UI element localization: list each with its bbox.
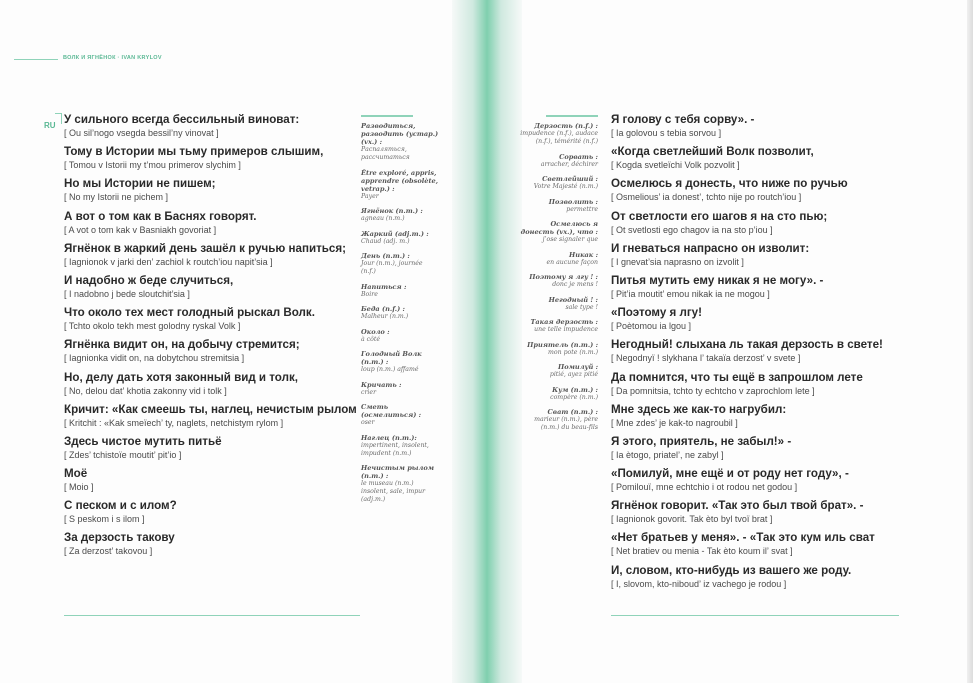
glossary-term: Светлейший :	[542, 175, 598, 183]
glossary-entry	[520, 408, 598, 432]
verse-russian: Я этого, приятель, не забыл!» -	[611, 434, 792, 448]
verse-line	[64, 305, 359, 333]
glossary-definition: Jour (n.m.), journée (n.f.)	[361, 260, 423, 275]
glossary-entry	[520, 153, 598, 169]
glossary-term: Дерзость (n.f.) :	[534, 122, 598, 130]
glossary-entry	[361, 207, 439, 223]
glossary-definition: marieur (n.m.), père (n.m.) du beau-fils	[534, 416, 598, 431]
verse-transliteration: [ A vot o tom kak v Basniakh govoriat ]	[64, 224, 217, 235]
verse-line	[611, 112, 911, 140]
glossary-term: Поэтому я лгу ! :	[529, 273, 598, 281]
verse-line	[611, 434, 911, 462]
verse-transliteration: [ Net bratiev ou menia - Tak èto koum il’ svat ]	[611, 546, 793, 557]
glossary-term: Нечистым рылом (n.m.) :	[361, 464, 435, 480]
glossary-term: Наглец (n.m.):	[361, 433, 417, 442]
verse-line	[611, 530, 911, 558]
verse-line	[611, 563, 911, 591]
verse-transliteration: [ Ou sil’nogo vsegda bessil’ny vinovat ]	[64, 128, 219, 138]
verse-transliteration: [ No, delou dat’ khotia zakonny vid i tolk ]	[64, 385, 227, 396]
glossary-definition: Распаляться, рассчитаться	[361, 146, 410, 161]
glossary-rule	[546, 115, 598, 117]
verse-line	[64, 112, 359, 140]
verse-russian: «Помилуй, мне ещё и от роду нет году», -	[611, 467, 849, 481]
verse-transliteration: [ Osmelious’ ia donest’, tchto nije po routch’iou ]	[611, 192, 802, 203]
glossary-definition: arracher, déchirer	[540, 160, 598, 168]
glossary-term: Сметь (осмелиться) :	[361, 403, 422, 419]
verse-russian: От светлости его шагов я на сто пью;	[611, 209, 828, 223]
glossary-entry	[520, 122, 598, 146]
page-edge	[967, 0, 973, 683]
verse-russian: Ягнёнок говорит. «Так это был твой брат». -	[611, 499, 864, 513]
verse-russian: «Поэтому я лгу!	[611, 306, 702, 320]
glossary-term: Осмелюсь я донесть (vx.), что :	[520, 220, 598, 236]
verse-russian: Осмелюсь я донесть, что ниже по ручью	[611, 177, 848, 191]
verse-line	[611, 176, 911, 204]
verse-russian: Мне здесь же как-то нагрубил:	[611, 402, 787, 416]
verse-line	[611, 370, 911, 398]
verse-russian: Да помнится, что ты ещё в запрошлом лете	[611, 370, 863, 384]
glossary-entry	[520, 251, 598, 267]
glossary-entry	[361, 283, 439, 299]
glossary-term: Такая дерзость :	[530, 318, 598, 326]
glossary-entry	[520, 220, 598, 244]
glossary-term: Жаркий (adj.m.) :	[361, 229, 429, 238]
verse-russian: Что около тех мест голодный рыскал Волк.	[64, 306, 315, 320]
glossary-definition: oser	[361, 419, 375, 426]
verse-line	[64, 402, 359, 430]
glossary-definition: à côté	[361, 335, 380, 343]
glossary-definition: Boire	[361, 290, 378, 298]
glossary-entry	[361, 328, 439, 344]
glossary-rule	[361, 115, 413, 117]
verse-transliteration: [ Pit’ia moutit’ emou nikak ia ne mogou ]	[611, 288, 770, 299]
glossary-term: Ягнёнок (n.m.) :	[361, 207, 423, 215]
glossary-entry	[361, 169, 439, 201]
glossary-term: Позволить :	[548, 197, 598, 206]
glossary-definition: agneau (n.m.)	[361, 215, 405, 222]
verse-line	[611, 498, 911, 526]
verse-russian: И, словом, кто-нибудь из вашего же роду.	[611, 563, 852, 577]
glossary-entry	[361, 381, 439, 397]
glossary-definition: impertinent, insolent, impudent (n.m.)	[361, 441, 429, 457]
verse-line	[611, 337, 911, 365]
verse-line	[64, 144, 359, 172]
verse-transliteration: [ Iagnionok v jarki den’ zachiol k routch’iou napit’sia ]	[64, 256, 273, 267]
glossary-term: Сорвать :	[559, 152, 598, 161]
verse-transliteration: [ Ot svetlosti ego chagov ia na sto p’iou ]	[611, 224, 773, 235]
glossary-term: Разводиться, разводить (устар.) (vx.) :	[361, 122, 439, 146]
verse-transliteration: [ S peskom i s ilom ]	[64, 514, 145, 525]
glossary-term: Около :	[361, 327, 390, 336]
verse-russian: Но, делу дать хотя законный вид и толк,	[64, 370, 298, 384]
verse-transliteration: [ Kogda svetleïchi Volk pozvolit ]	[611, 160, 740, 171]
verse-russian: За дерзость такову	[64, 531, 175, 545]
verse-transliteration: [ I, slovom, kto-niboud’ iz vachego je rodou ]	[611, 578, 787, 589]
verse-line	[611, 241, 911, 269]
glossary-entry	[520, 175, 598, 191]
verse-russian: Я голову с тебя сорву». -	[611, 113, 755, 126]
verse-russian: С песком и с илом?	[64, 499, 177, 513]
verse-russian: Кричит: «Как смеешь ты, наглец, нечистым рылом	[64, 402, 357, 416]
verse-line	[64, 337, 359, 365]
verse-transliteration: [ Za derzost’ takovou ]	[64, 546, 153, 557]
poem-column-right	[611, 112, 911, 595]
glossary-term: Кум (n.m.) :	[552, 385, 598, 394]
language-tag: RU	[44, 121, 56, 130]
glossary-term: Беда (n.f.) :	[361, 305, 405, 313]
glossary-definition: sale type !	[565, 303, 598, 311]
glossary-definition: Chaud (adj. m.)	[361, 237, 410, 245]
verse-russian: Негодный! слыхана ль такая дерзость в свете!	[611, 338, 883, 352]
glossary-entry	[520, 363, 598, 379]
glossary-entry	[520, 341, 598, 357]
glossary-definition: en aucune façon	[546, 258, 598, 266]
glossary-entry	[520, 296, 598, 312]
glossary-entry	[361, 350, 439, 374]
verse-transliteration: [ Zdes’ tchistoïe moutit’ pit’io ]	[64, 449, 182, 460]
glossary-entry	[361, 230, 439, 246]
verse-transliteration: [ Pomilouï, mne echtchio i ot rodou net godou ]	[611, 482, 798, 493]
verse-transliteration: [ Mne zdes’ je kak-to nagroubil ]	[611, 417, 738, 428]
verse-russian: Здесь чистое мутить питьё	[64, 434, 222, 448]
glossary-entry	[361, 403, 439, 427]
verse-transliteration: [ Iagnionok govorit. Tak èto byl tvoï brat ]	[611, 514, 773, 525]
verse-transliteration: [ Kritchit : «Kak smeïech’ ty, naglets, netchistym rylom ]	[64, 417, 284, 428]
verse-transliteration: [ I nadobno j bede sloutchit’sia ]	[64, 288, 190, 299]
glossary-entry	[361, 252, 439, 276]
glossary-definition: permettre	[566, 205, 598, 213]
glossary-term: Голодный Волк (n.m.) :	[361, 350, 422, 366]
verse-russian: Ягнёнок в жаркий день зашёл к ручью напиться;	[64, 241, 346, 255]
glossary-definition: donc je mens !	[552, 281, 598, 288]
glossary-definition: une telle impudence	[534, 326, 598, 333]
glossary-entry	[520, 273, 598, 289]
language-marker	[55, 113, 62, 124]
verse-russian: Тому в Истории мы тьму примеров слышим,	[64, 145, 324, 159]
verse-transliteration: [ No my Istorii ne pichem ]	[64, 192, 169, 203]
verse-line	[64, 176, 359, 204]
glossary-term: Напиться :	[361, 282, 407, 291]
verse-line	[64, 498, 359, 526]
verse-line	[64, 273, 359, 301]
glossary-term: Никак :	[569, 250, 598, 259]
verse-transliteration: [ Iagnionka vidit on, na dobytchou stremitsia ]	[64, 353, 245, 364]
glossary-entry	[361, 305, 439, 321]
bottom-rule-left	[64, 615, 360, 616]
poem-column-left	[64, 112, 359, 563]
verse-line	[64, 370, 359, 398]
glossary-term: Помилуй :	[558, 363, 598, 371]
verse-transliteration: [ Da pomnitsia, tchto ty echtcho v zaprochlom lete ]	[611, 385, 815, 396]
verse-line	[64, 530, 359, 558]
glossary-term: Кричать :	[361, 380, 402, 389]
glossary-definition: loup (n.m.) affamé	[361, 366, 419, 373]
glossary-right	[520, 115, 598, 439]
verse-russian: А вот о том как в Баснях говорят.	[64, 209, 257, 223]
glossary-definition: Malheur (n.m.)	[361, 313, 409, 320]
glossary-term: Сват (n.m.) :	[547, 408, 598, 416]
verse-russian: И гневаться напрасно он изволит:	[611, 241, 810, 255]
glossary-definition: le museau (n.m.) insolent, sale, impur (adj.m.)	[361, 480, 426, 503]
verse-line	[611, 273, 911, 301]
verse-transliteration: [ Poètomou ia lgou ]	[611, 321, 692, 332]
glossary-term: День (n.m.) :	[361, 252, 410, 260]
verse-line	[64, 209, 359, 237]
verse-line	[611, 305, 911, 333]
verse-russian: «Когда светлейший Волк позволит,	[611, 145, 814, 159]
glossary-entry	[361, 434, 439, 458]
glossary-term: Негодный ! :	[548, 295, 598, 304]
verse-russian: Моё	[64, 467, 88, 481]
glossary-entry	[520, 386, 598, 402]
verse-line	[64, 241, 359, 269]
verse-line	[64, 434, 359, 462]
glossary-definition: compère (n.m.)	[550, 393, 598, 401]
glossary-definition: Payer	[361, 192, 379, 200]
glossary-term: Être exploré, appris, apprendre (obsolète, vetrap.) :	[361, 168, 439, 193]
glossary-definition: Votre Majesté (n.m.)	[533, 183, 598, 190]
page-gutter	[452, 0, 522, 683]
verse-transliteration: [ Negodnyï ! slykhana l’ takaïa derzost’ v svete ]	[611, 353, 801, 364]
verse-line	[611, 466, 911, 494]
verse-russian: У сильного всегда бессильный виноват:	[64, 113, 300, 126]
glossary-definition: impudence (n.f.), audace (n.f.), témérité (n.f.)	[520, 130, 598, 145]
glossary-definition: crier	[361, 388, 377, 396]
verse-line	[611, 402, 911, 430]
glossary-definition: j’ose signaler que	[542, 236, 598, 243]
verse-transliteration: [ Ia golovou s tebia sorvou ]	[611, 128, 722, 138]
verse-russian: Питья мутить ему никак я не могу». -	[611, 273, 824, 287]
verse-transliteration: [ Moio ]	[64, 482, 94, 493]
glossary-definition: mon pote (n.m.)	[548, 348, 598, 356]
glossary-entry	[520, 318, 598, 334]
verse-transliteration: [ Tomou v Istorii my t’mou primerov slychim ]	[64, 160, 241, 171]
glossary-entry	[520, 198, 598, 214]
verse-russian: «Нет братьев у меня». - «Так это кум иль сват	[611, 531, 875, 545]
glossary-entry	[361, 464, 439, 504]
verse-line	[611, 209, 911, 237]
glossary-term: Приятель (n.m.) :	[527, 340, 598, 349]
verse-line	[611, 144, 911, 172]
verse-line	[64, 466, 359, 494]
glossary-entry	[361, 122, 439, 162]
verse-transliteration: [ Ia ètogo, priatel’, ne zabyl ]	[611, 449, 724, 460]
running-header: ВОЛК И ЯГНЁНОК · IVAN KRYLOV	[63, 55, 162, 61]
glossary-definition: pitié, ayez pitié	[549, 371, 598, 378]
glossary-left	[361, 115, 439, 511]
verse-transliteration: [ Tchto okolo tekh mest golodny ryskal Volk ]	[64, 321, 241, 332]
verse-transliteration: [ I gnevat’sia naprasno on izvolit ]	[611, 256, 744, 267]
verse-russian: Но мы Истории не пишем;	[64, 177, 216, 191]
verse-russian: И надобно ж беде случиться,	[64, 273, 234, 287]
header-rule	[14, 59, 58, 60]
verse-russian: Ягнёнка видит он, на добычу стремится;	[64, 338, 300, 352]
bottom-rule-right	[611, 615, 899, 616]
